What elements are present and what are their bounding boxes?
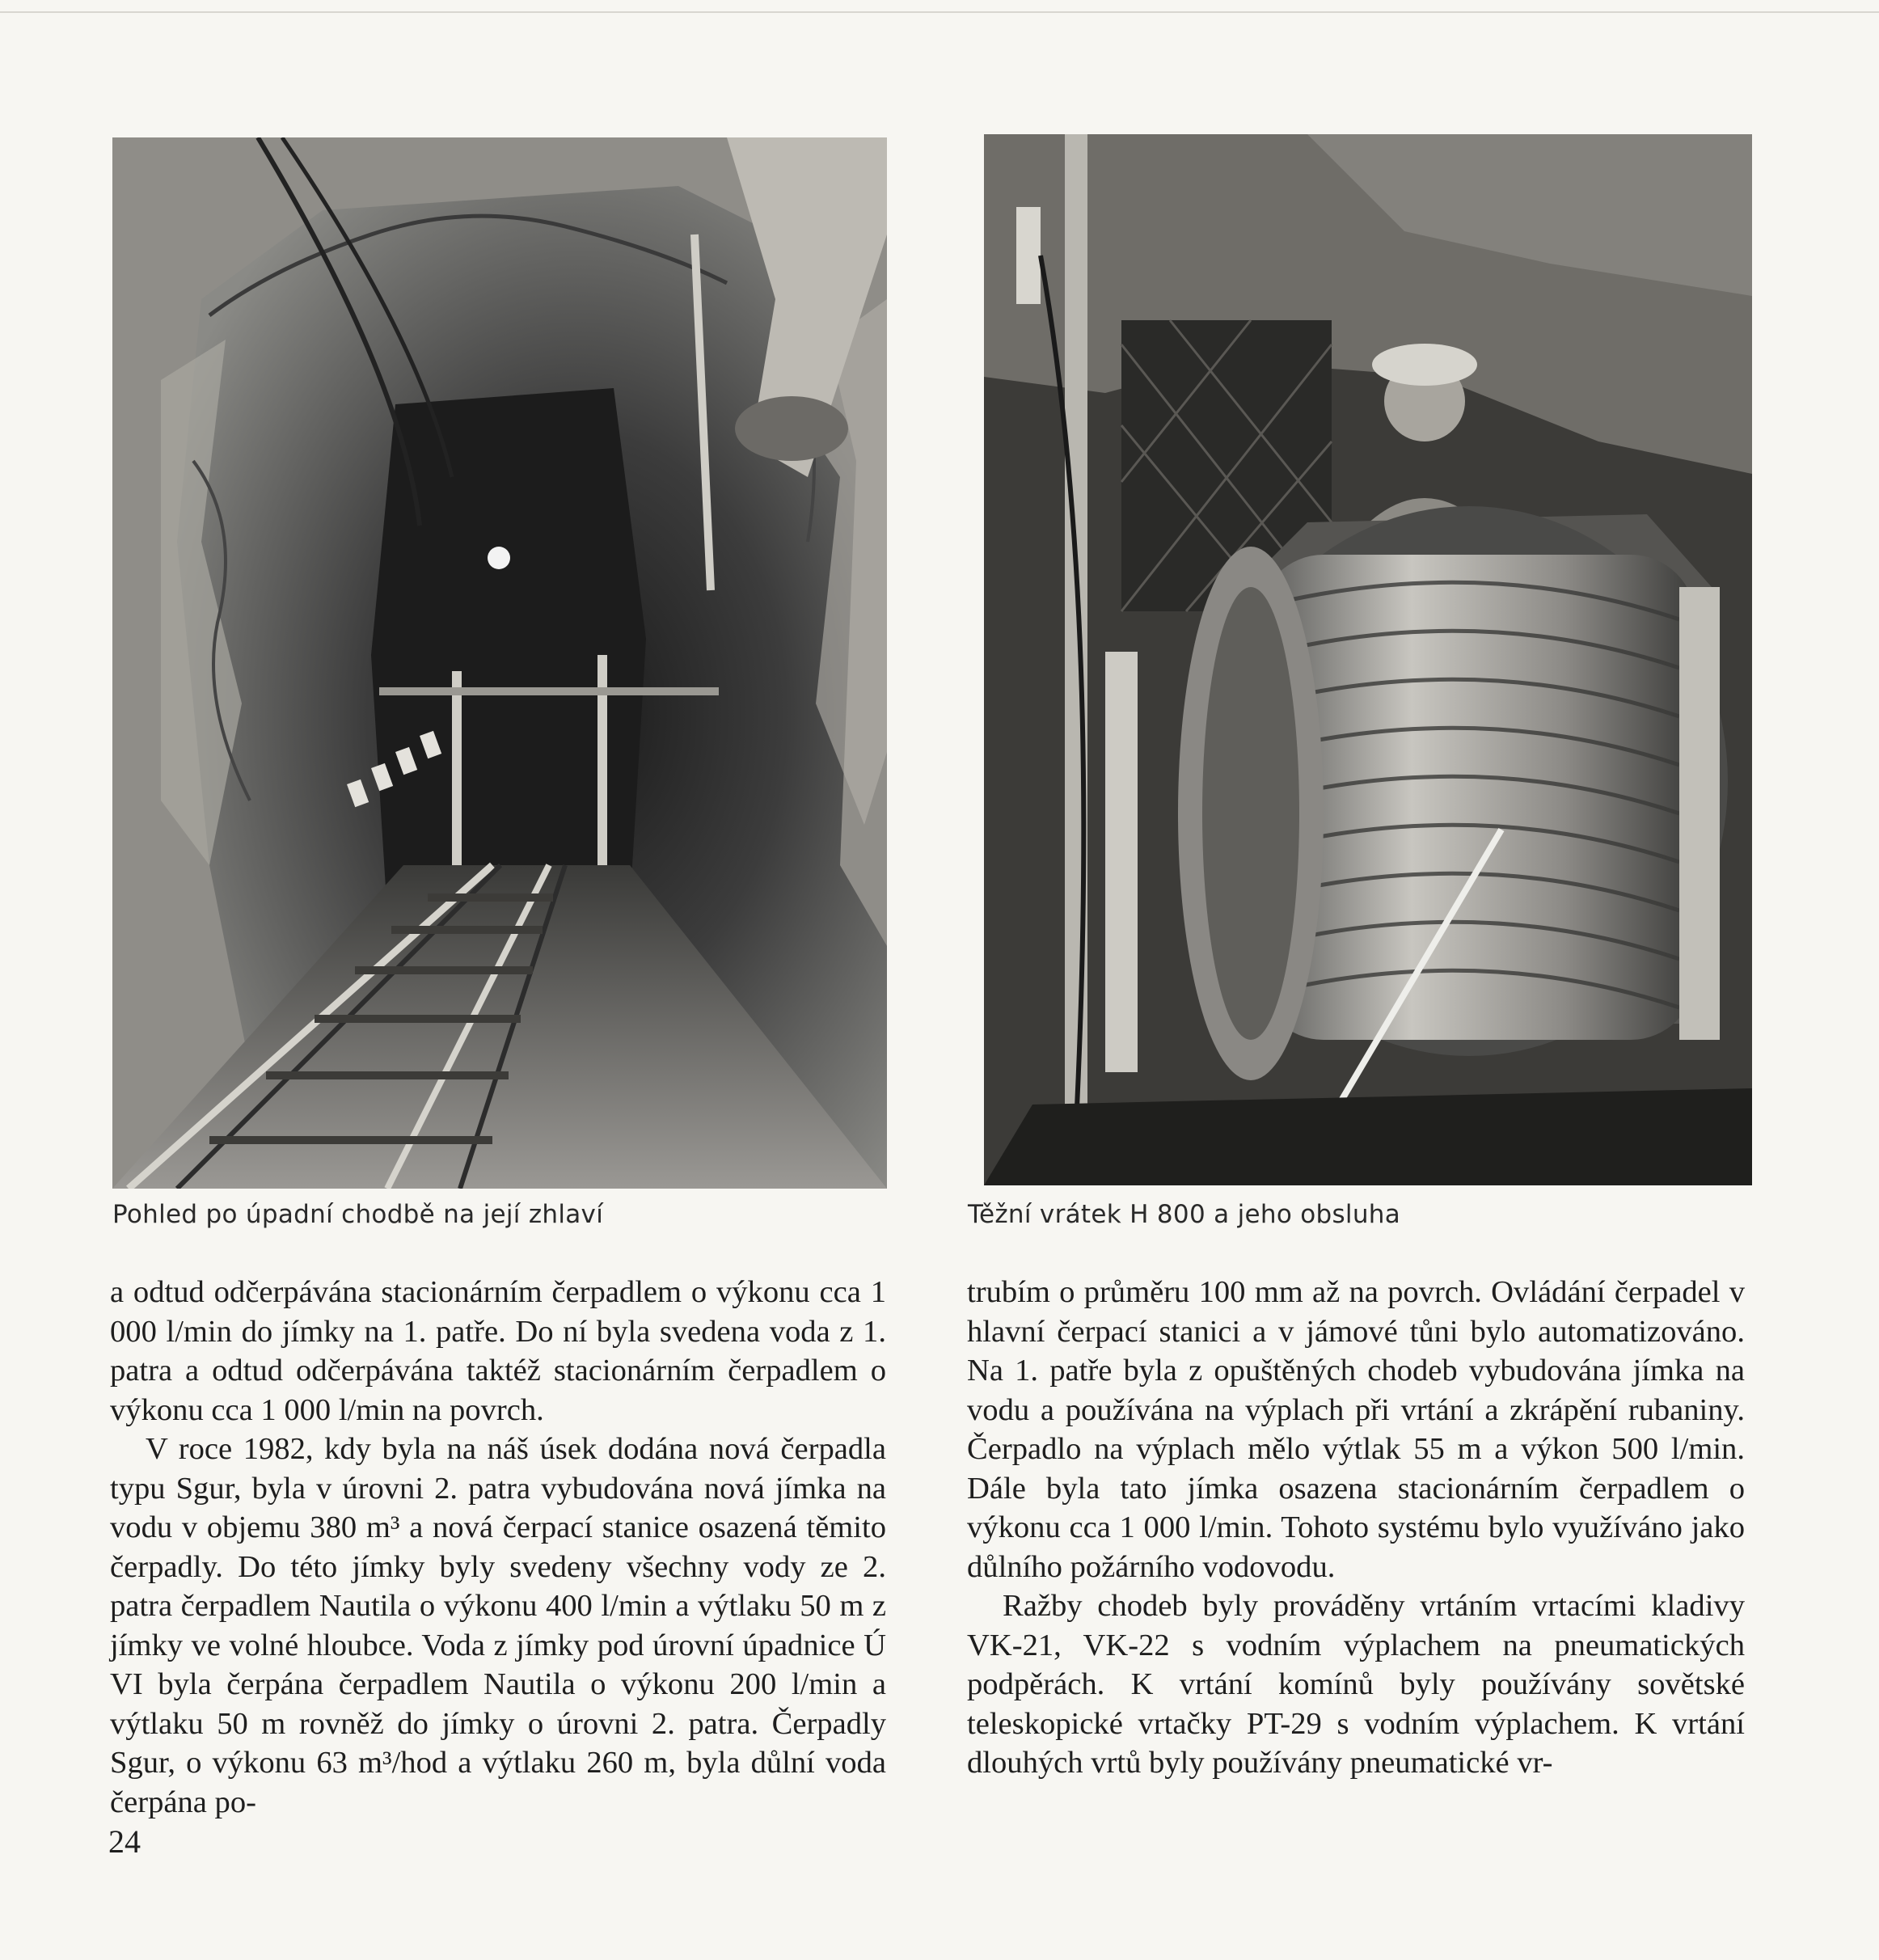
photo-caption-left: Pohled po úpadní chodbě na její zhlaví	[112, 1200, 604, 1229]
hoist-winch-photo	[984, 134, 1752, 1185]
text-column-left	[110, 1273, 886, 1822]
mine-tunnel-photo	[112, 137, 887, 1189]
text-column-right	[967, 1273, 1745, 1783]
paragraph: Ražby chodeb byly prováděny vrtáním vrtacími kladivy VK-21, VK-22 s vodním výplachem na pneumatických podpěrách. K vrtání komínů byly používány sovětské teleskopické vrtačky PT-29 s vodním výplachem. K vrtání dlouhých vrtů byly používány pneumatické vr-	[967, 1589, 1745, 1780]
paragraph: trubím o průměru 100 mm až na povrch. Ovládání čerpadel v hlavní čerpací stanici a v jámové tůni bylo automatizováno. Na 1. patře byla z opuštěných chodeb vybudována jímka na vodu a používána na výplach při vrtání a zkrápění rubaniny. Čerpadlo na výplach mělo výtlak 55 m a výkon 500 l/min. Dále byla tato jímka osazena stacionárním čerpadlem o výkonu cca 1 000 l/min. Tohoto systému bylo využíváno jako důlního požárního vodovodu.	[967, 1275, 1745, 1584]
paragraph: a odtud odčerpávána stacionárním čerpadlem o výkonu cca 1 000 l/min do jímky na 1. patře. Do ní byla svedena voda z 1. patra a odtud odčerpávána taktéž stacionárním čerpadlem o výkonu cca 1 000 l/min na povrch.	[110, 1275, 886, 1427]
top-edge-rule	[0, 11, 1879, 13]
page-number: 24	[108, 1823, 141, 1860]
photo-caption-right: Těžní vrátek H 800 a jeho obsluha	[968, 1200, 1401, 1229]
paragraph: V roce 1982, kdy byla na náš úsek dodána nová čerpadla typu Sgur, byla v úrovni 2. patra vybudována nová jímka na vodu v objemu 380 m³ a nová čerpací stanice osazená těmito čerpadly. Do této jímky byly svedeny všechny vody ze 2. patra čerpadlem Nautila o výkonu 400 l/min a výtlaku 50 m z jímky ve volné hloubce. Voda z jímky pod úrovní úpadnice Ú VI byla čerpána čerpadlem Nautila o výkonu 200 l/min a výtlaku 50 m rovněž do jímky o úrovni 2. patra. Čerpadly Sgur, o výkonu 63 m³/hod a výtlaku 260 m, byla důlní voda čerpána po-	[110, 1432, 886, 1819]
